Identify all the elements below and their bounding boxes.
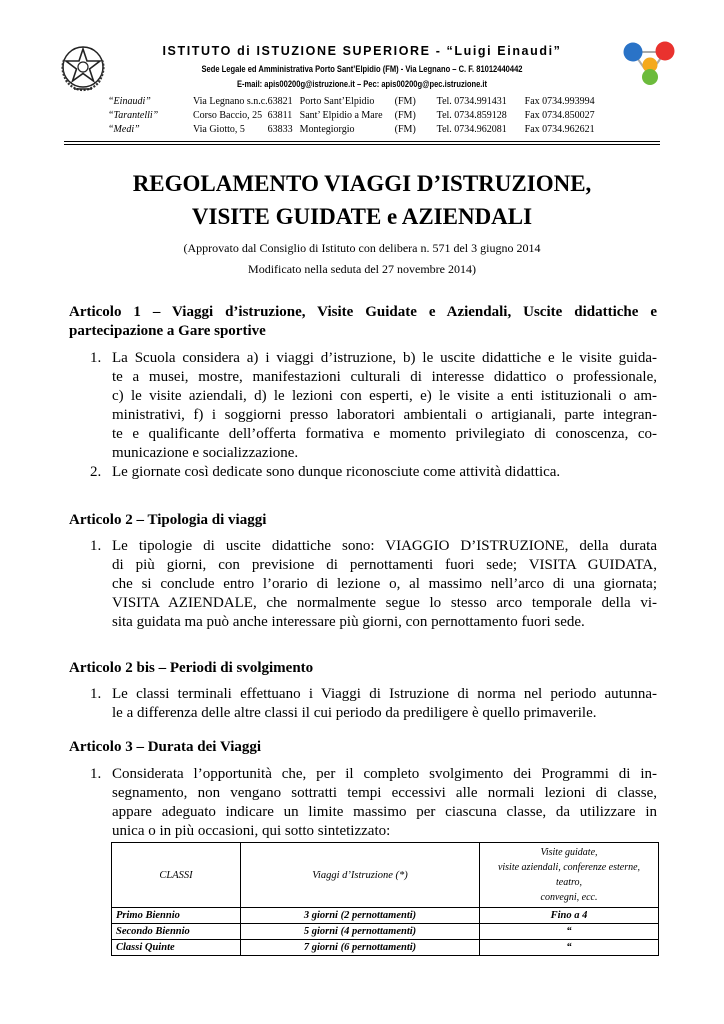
class-cell: Primo Biennio (112, 908, 241, 924)
header-divider (64, 144, 660, 145)
text-line: VISITA AZIENDALE, che normalmente segue lo stesso arco temporale della vi- (112, 595, 657, 611)
logo-dot-red (656, 42, 675, 61)
header-text-line: convegni, ecc. (540, 892, 598, 903)
site-name: “Medi” (108, 124, 140, 135)
text-line: Considerata l’opportunità che, per il completo svolgimento dei Programmi di in- (112, 766, 657, 782)
site-city: Sant’ Elpidio a Mare (299, 110, 383, 121)
table-header-row (112, 843, 659, 908)
article-1-heading (69, 303, 657, 341)
site-cap: 63811 (267, 110, 293, 121)
column-header-visits (480, 843, 659, 908)
site-cap: 63821 (267, 96, 293, 107)
document-title-line1: REGOLAMENTO VIAGGI D’ISTRUZIONE, (132, 171, 592, 196)
institute-title: ISTITUTO di ISTUZIONE SUPERIORE - “Luigi Einaudi” (162, 44, 562, 58)
site-fax: Fax 0734.993994 (524, 96, 595, 107)
site-phone: Tel. 0734.859128 (436, 110, 507, 121)
text-line: municazione e socializzazione. (112, 445, 299, 461)
site-city: Porto Sant’Elpidio (299, 96, 375, 107)
table-row (112, 924, 659, 940)
site-province: (FM) (394, 110, 416, 121)
trips-cell: 3 giorni (2 pernottamenti) (241, 908, 480, 924)
school-logo-icon (620, 38, 678, 86)
contact-line: E-mail: apis00200g@istruzione.it – Pec: apis00200g@pec.istruzione.it (236, 79, 488, 89)
site-address: Via Giotto, 5 (193, 124, 245, 135)
text-line: te e qualificante dell’offerta formativa e momento privilegiato di conoscenza, co- (112, 426, 657, 442)
list-number: 1. (90, 350, 102, 366)
list-number: 1. (90, 538, 102, 554)
article-3-heading: Articolo 3 – Durata dei Viaggi (69, 739, 262, 755)
column-header-classes: CLASSI (112, 843, 241, 908)
article-2-item-1 (112, 537, 657, 632)
visits-cell: “ (480, 940, 659, 956)
list-number: 1. (90, 686, 102, 702)
list-number: 1. (90, 766, 102, 782)
text-line: sita guidata ma può anche interessare più giorni, con pernottamento fuori sede. (112, 614, 585, 630)
site-row (108, 96, 628, 110)
approval-note: (Approvato dal Consiglio di Istituto con delibera n. 571 del 3 giugno 2014 (183, 241, 541, 255)
article-1-item-2: Le giornate così dedicate sono dunque riconosciute come attività didattica. (112, 464, 561, 480)
header-text-line: Visite guidate, (540, 847, 598, 858)
text-line: Le tipologie di uscite didattiche sono: VIAGGIO D’ISTRUZIONE, della durata (112, 538, 657, 554)
text-line: La Scuola considera a) i viaggi d’istruzione, b) le uscite didattiche e le visite guida- (112, 350, 657, 366)
class-cell: Secondo Biennio (112, 924, 241, 940)
site-fax: Fax 0734.962621 (524, 124, 595, 135)
visits-cell: “ (480, 924, 659, 940)
trips-cell: 7 giorni (6 pernottamenti) (241, 940, 480, 956)
site-address: Via Legnano s.n.c. (193, 96, 268, 107)
header-text-line: visite aziendali, conferenze esterne, teatro, (497, 862, 641, 888)
table-row (112, 908, 659, 924)
article-2bis-item-1 (112, 685, 657, 723)
site-phone: Tel. 0734.991431 (436, 96, 507, 107)
site-row (108, 124, 628, 138)
text-line: c) le visite aziendali, d) le lezioni con esperti, e) le visite a enti istituzionali o am- (112, 388, 657, 404)
article-2bis-heading: Articolo 2 bis – Periodi di svolgimento (69, 660, 314, 676)
text-line: segnamento, non vengano sottratti tempi eccessivi alle normali lezioni di classe, (112, 785, 657, 801)
text-line: Le classi terminali effettuano i Viaggi di Istruzione di norma nel periodo autunna- (112, 686, 657, 702)
table-row (112, 940, 659, 956)
site-province: (FM) (394, 96, 416, 107)
site-cap: 63833 (267, 124, 293, 135)
article-1-heading-line2: partecipazione a Gare sportive (69, 323, 266, 339)
article-2-heading: Articolo 2 – Tipologia di viaggi (69, 512, 267, 528)
class-cell: Classi Quinte (112, 940, 241, 956)
site-fax: Fax 0734.850027 (524, 110, 595, 121)
text-line: ministrativi, f) i soggiorni presso laboratori ambientali o artigianali, parte integran- (112, 407, 657, 423)
legal-address-line: Sede Legale ed Amministrativa Porto Sant’Elpidio (FM) - Via Legnano – C. F. 81012440442 (201, 64, 523, 74)
list-number: 2. (90, 464, 102, 480)
school-sites-table (108, 96, 628, 138)
text-line: appare adeguato indicare un limite massimo per ciascuna classe, da utilizzare in (112, 804, 657, 820)
site-province: (FM) (394, 124, 416, 135)
text-line: unica o in più occasioni, qui sotto sintetizzato: (112, 823, 391, 839)
site-name: “Tarantelli” (108, 110, 159, 121)
site-address: Corso Baccio, 25 (193, 110, 263, 121)
header-divider (64, 141, 660, 142)
site-phone: Tel. 0734.962081 (436, 124, 507, 135)
trips-cell: 5 giorni (4 pernottamenti) (241, 924, 480, 940)
text-line: le a differenza delle altre classi il cui periodo da prediligere è quello primaverile. (112, 705, 597, 721)
article-1-heading-line1: Articolo 1 – Viaggi d’istruzione, Visite Guidate e Aziendali, Uscite didattiche e (69, 304, 657, 320)
article-1-item-1 (112, 349, 657, 463)
modification-note: Modificato nella seduta del 27 novembre 2014) (248, 262, 476, 276)
site-row (108, 110, 628, 124)
site-city: Montegiorgio (299, 124, 355, 135)
document-title-line2: VISITE GUIDATE e AZIENDALI (191, 204, 533, 229)
trip-duration-table (111, 842, 659, 956)
text-line: te a musei, mostre, manifestazioni culturali di interesse didattico o professionale, (112, 369, 657, 385)
text-line: di più giorni, con previsione di pernottamenti fuori sede; VISITA GUIDATA, (112, 557, 657, 573)
logo-dot-blue (624, 43, 643, 62)
text-line: che si conclude entro l’orario di lezione o, al massimo nell’arco di una giornata; (112, 576, 657, 592)
visits-cell: Fino a 4 (480, 908, 659, 924)
column-header-trips: Viaggi d’Istruzione (*) (241, 843, 480, 908)
article-3-item-1 (112, 765, 657, 841)
site-name: “Einaudi” (108, 96, 151, 107)
logo-dot-green (642, 69, 658, 85)
